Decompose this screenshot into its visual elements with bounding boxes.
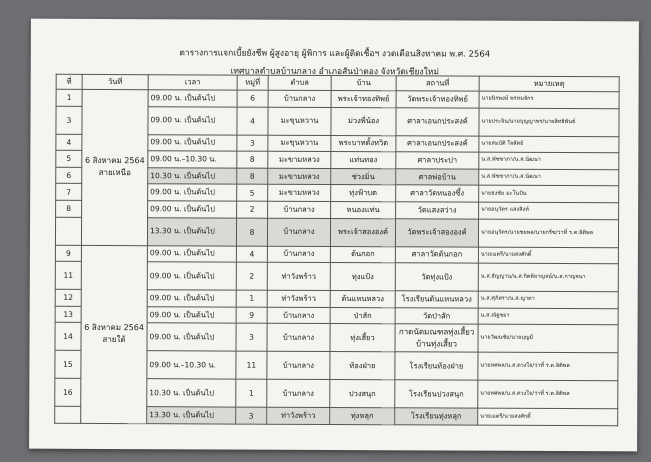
- cell-note: นายอนุวัตร แสงสิงห์: [479, 202, 619, 219]
- cell-tambon: มะขามหลวง: [268, 151, 331, 168]
- document-title: ตารางการแจกเบี้ยยังชีพ ผู้สูงอายุ ผู้พิการ และผู้ติดเชื้อฯ งวดเดือนสิงหาคม พ.ศ. 2564: [179, 48, 491, 60]
- col-no: ที่: [56, 74, 82, 89]
- col-note: หมายเหตุ: [479, 76, 619, 92]
- cell-time: 09.00 น. เป็นต้นไป: [148, 90, 237, 107]
- cell-note: น.ส.พัชชาภา/น.ส.นัฒนา: [479, 169, 619, 186]
- table-row: [56, 89, 619, 108]
- cell-place: โรงเรียนท้องฝ่าย: [395, 352, 478, 380]
- cell-place: วัดแสงสว่าง: [396, 202, 479, 219]
- cell-moo: 3: [236, 323, 267, 351]
- cell-moo: 9: [236, 307, 267, 324]
- cell-village: พระเจ้าสององค์: [330, 218, 395, 246]
- cell-place: ศาลพ่อบ้าน: [396, 169, 479, 186]
- cell-place: โรงเรียนทุ่งหลุก: [395, 408, 478, 425]
- cell-moo: 1: [236, 290, 267, 307]
- cell-no: 11: [55, 261, 81, 289]
- cell-place: วัดพระเจ้าทองทิพย์: [396, 91, 479, 108]
- cell-moo: 8: [237, 151, 268, 168]
- cell-moo: 3: [236, 407, 267, 424]
- cell-time: 09.00 น. เป็นต้นไป: [147, 290, 236, 307]
- table-row: [55, 245, 618, 264]
- cell-note: นายประจิน/นายบุญญาพร/นายสิทธิพันธ์: [479, 108, 619, 137]
- cell-place: โรงเรียนต้นแหนหลวง: [395, 291, 478, 308]
- cell-village: ต้นแหนหลวง: [330, 291, 395, 308]
- cell-tambon: บ้านกลาง: [267, 246, 330, 263]
- cell-village: ทุ่งแป้ง: [330, 263, 395, 291]
- cell-place: โรงเรียนปวงสนุก: [395, 380, 478, 408]
- cell-tambon: บ้านกลาง: [268, 201, 331, 218]
- cell-time: 09.00 น. เป็นต้นไป: [148, 106, 237, 134]
- cell-note: นายนิรพงษ์ พรหมจักร: [479, 91, 619, 108]
- cell-moo: 11: [236, 351, 267, 379]
- cell-no: 13: [55, 306, 81, 323]
- cell-no: 4: [56, 134, 82, 151]
- cell-place: ศาลาเอนกประสงค์: [396, 135, 479, 152]
- cell-moo: 1: [236, 379, 267, 407]
- cell-moo: 3: [237, 135, 268, 152]
- cell-place: วัดพระเจ้าสององค์: [395, 218, 478, 246]
- cell-moo: 8: [236, 218, 267, 246]
- cell-no: 3: [56, 106, 82, 134]
- document-page: [29, 19, 639, 452]
- cell-place: ศาลาประปา: [396, 152, 479, 169]
- cell-moo: 4: [237, 107, 268, 135]
- cell-time: 09.00 น. เป็นต้นไป: [147, 323, 236, 351]
- col-moo: หมู่ที่: [237, 75, 268, 90]
- cell-village: พระบาทตั้งหวิด: [331, 135, 396, 152]
- cell-note: นายธงชัย มะโนปัน: [479, 186, 619, 203]
- document-subtitle: เทศบาลตำบลบ้านกลาง อำเภอสันป่าตอง จังหวัดเชียงใหม่: [230, 66, 439, 78]
- cell-moo: 5: [237, 184, 268, 201]
- cell-time: 09.00 น.–10.30 น.: [148, 151, 237, 168]
- cell-tambon: มะขามหลวง: [268, 168, 331, 185]
- cell-tambon: บ้านกลาง: [267, 380, 330, 408]
- cell-place: ศาลาวัดหนองซึ้ง: [396, 185, 479, 202]
- cell-time: 09.00 น. เป็นต้นไป: [147, 306, 236, 323]
- cell-note: น.ส.พัชชาภา/น.ส.นัฒนา: [479, 152, 619, 169]
- cell-village: ช่วงมิ่น: [331, 168, 396, 185]
- cell-no: 9: [55, 245, 81, 262]
- cell-time: 09.00 น. เป็นต้นไป: [148, 201, 237, 218]
- cell-date-day1: 6 สิงหาคม 2564 สายเหนือ: [81, 89, 148, 245]
- cell-moo: 8: [237, 168, 268, 185]
- cell-village: ทุ่งหลุก: [330, 408, 395, 425]
- cell-place: ศาลาเอนกประสงค์: [396, 107, 479, 135]
- cell-no: 1: [56, 89, 82, 106]
- cell-note: นายอนุวัตร/นายชยพล/นายกรีช/ว่าที่ ร.ต.ลิติพล: [478, 219, 618, 248]
- cell-time: 09.00 น. เป็นต้นไป: [148, 134, 237, 151]
- cell-moo: 4: [236, 246, 267, 263]
- cell-village: ทุ่งเสี้ยว: [330, 324, 395, 352]
- cell-note: น.ส.ศุภิสรา/น.ส.ญาดา: [478, 291, 618, 308]
- cell-tambon: ท่าวังพร้าว: [267, 262, 330, 290]
- cell-tambon: มะขุนหวาน: [268, 107, 331, 135]
- cell-no: 6: [56, 167, 82, 184]
- col-village: บ้าน: [331, 75, 396, 90]
- cell-time: 13.30 น. เป็นต้นไป: [147, 217, 236, 245]
- cell-tambon: บ้านกลาง: [268, 90, 331, 107]
- cell-village: ต้นกอก: [330, 246, 395, 263]
- cell-note: นายวัฒนชัย/นายบุญมี: [478, 324, 618, 353]
- cell-tambon: บ้านกลาง: [267, 218, 330, 246]
- cell-time: 09.00 น. เป็นต้นไป: [147, 262, 236, 290]
- cell-no: 5: [56, 150, 82, 167]
- cell-tambon: ท่าวังพร้าว: [267, 408, 330, 425]
- cell-no: [55, 217, 81, 245]
- cell-no: 16: [55, 379, 81, 407]
- cell-tambon: บ้านกลาง: [267, 324, 330, 352]
- cell-note: นายสมบัติ ใจสัตย์: [479, 136, 619, 153]
- cell-village: พระเจ้าทองทิพย์: [331, 90, 396, 107]
- cell-note: นายเมตรี/นายสงศักดิ์: [478, 247, 618, 264]
- cell-village: ม่วงพี่น้อง: [331, 107, 396, 135]
- cell-moo: 2: [237, 201, 268, 218]
- cell-village: ทุ่งฟ้าบด: [331, 185, 396, 202]
- cell-no: 12: [55, 289, 81, 306]
- cell-time: 10.30 น. เป็นต้นไป: [148, 167, 237, 184]
- col-date: วันที่: [82, 74, 148, 89]
- cell-no: 15: [55, 351, 81, 379]
- cell-note: นายเมตรี/นายสงศักดิ์: [478, 408, 618, 425]
- cell-tambon: ท่าวังพร้าว: [267, 290, 330, 307]
- schedule-table: [54, 74, 620, 426]
- cell-village: ปวงสนุก: [330, 380, 395, 408]
- cell-moo: 2: [236, 262, 267, 290]
- cell-no: 8: [56, 200, 82, 217]
- cell-tambon: มะขามหลวง: [268, 185, 331, 202]
- cell-time: 09.00 น.–10.30 น.: [147, 351, 236, 379]
- cell-note: น.ส.ณัฐชยา: [478, 308, 618, 325]
- cell-village: หนองแท่น: [331, 201, 396, 218]
- cell-place: กาดนัดมณฑลทุ่งเสี้ยว บ้านทุ่งเสี้ยว: [395, 324, 478, 352]
- cell-tambon: บ้านกลาง: [267, 307, 330, 324]
- cell-note: นายทศพล/น.ส.ดวงใจ/ว่าที่ ร.ต.ลิติพล: [478, 352, 618, 381]
- cell-date-day2: 6 สิงหาคม 2564 สายใต้: [81, 245, 148, 424]
- cell-place: วัดป่าสัก: [395, 308, 478, 325]
- cell-tambon: มะขุนหวาน: [268, 135, 331, 152]
- cell-place: ศาลาวัดต้นกอก: [395, 246, 478, 263]
- cell-village: ป่าสัก: [330, 307, 395, 324]
- col-tambon: ตำบล: [268, 75, 331, 90]
- cell-time: 10.30 น. เป็นต้นไป: [147, 379, 236, 407]
- cell-no: 14: [55, 323, 81, 351]
- cell-no: 7: [56, 184, 82, 201]
- cell-time: 09.00 น. เป็นต้นไป: [147, 245, 236, 262]
- cell-place: วัดทุ่งแป้ง: [395, 263, 478, 291]
- cell-no: [55, 407, 81, 424]
- cell-moo: 6: [237, 90, 268, 107]
- cell-time: 09.00 น. เป็นต้นไป: [148, 184, 237, 201]
- cell-tambon: บ้านกลาง: [267, 352, 330, 380]
- cell-note: นายทศพล/น.ส.ดวงใจ/ว่าที่ ร.ต.ลิติพล: [478, 380, 618, 409]
- cell-village: ท้องฝ่าย: [330, 352, 395, 380]
- cell-note: น.ส.ธัญญาน/น.ส.กิตติยาญจน์/น.ส.กาญจนา: [478, 263, 618, 292]
- cell-village: แท่นทอง: [331, 152, 396, 169]
- col-time: เวลา: [148, 75, 237, 90]
- col-place: สถานที่: [396, 76, 479, 91]
- cell-time: 13.30 น. เป็นต้นไป: [147, 407, 236, 424]
